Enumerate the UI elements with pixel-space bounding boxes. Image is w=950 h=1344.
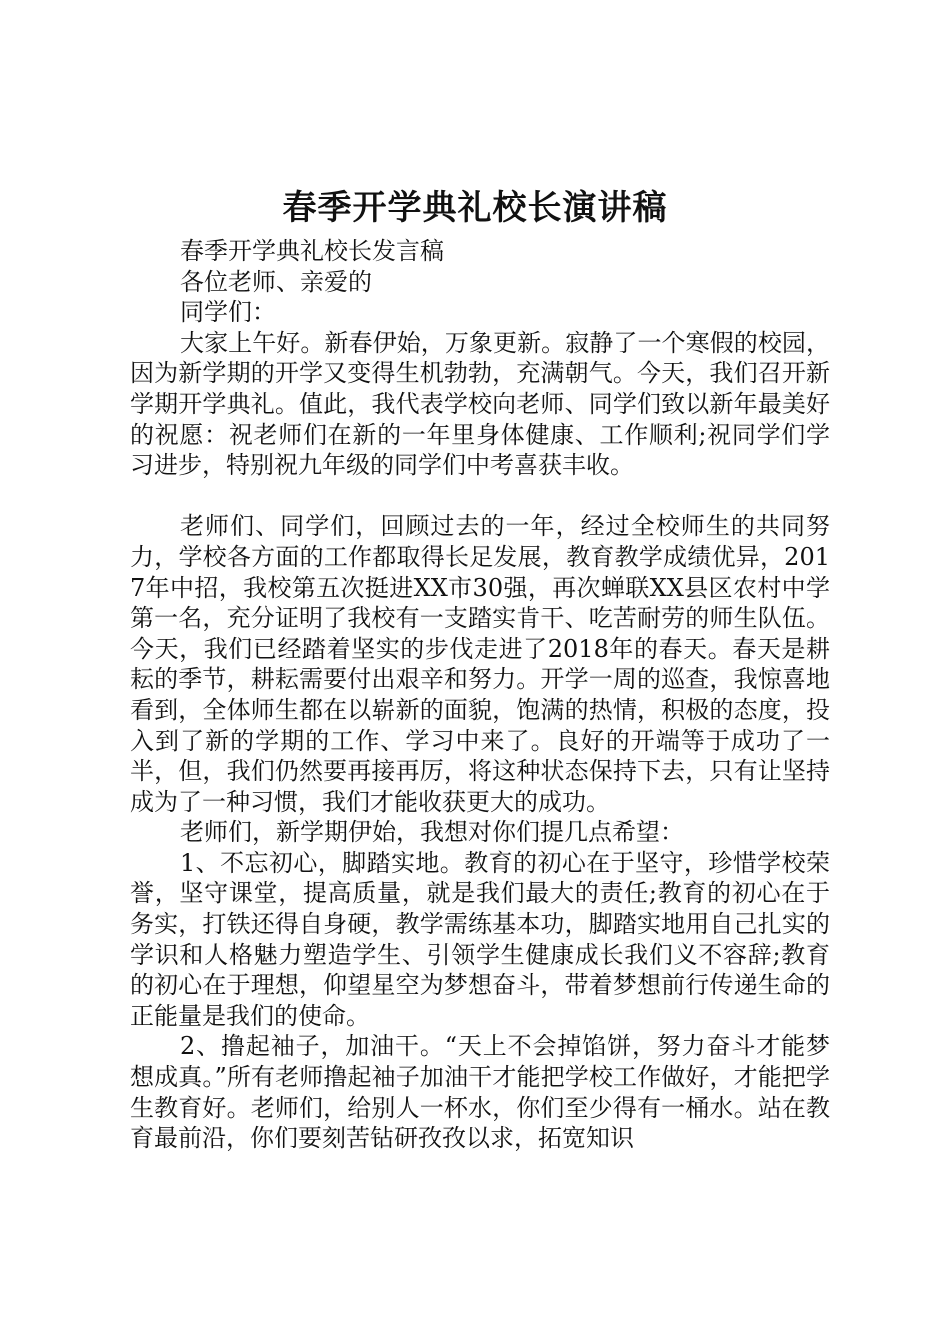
paragraph-salutation: 各位老师、亲爱的 xyxy=(180,267,372,296)
paragraph-greeting: 大家上午好。新春伊始，万象更新。寂静了一个寒假的校园，因为新学期的开学又变得生机勃勃，充满朝气。今天，我们召开新学期开学典礼。值此，我代表学校向老师、同学们致以新年最美好的祝愿：祝老师们在新的一年里身体健康、工作顺利;祝同学们学习进步，特别祝九年级的同学们中考喜获丰收。 xyxy=(130,328,830,480)
paragraph-subtitle: 春季开学典礼校长发言稿 xyxy=(180,237,444,265)
paragraph-hope-1: 1、不忘初心，脚踏实地。教育的初心在于坚守，珍惜学校荣誉，坚守课堂，提高质量，就是我们最大的责任;教育的初心在于务实，打铁还得自身硬，教学需练基本功，脚踏实地用自己扎实的学识和人格魅力塑造学生、引领学生健康成长我们义不容辞;教育的初心在于理想，仰望星空为梦想奋斗，带着梦想前行传递生命的正能量是我们的使命。 xyxy=(130,848,830,1030)
paragraph-review: 老师们、同学们，回顾过去的一年，经过全校师生的共同努力，学校各方面的工作都取得长足发展，教育教学成绩优异，2017年中招，我校第五次挺进XX市30强，再次蝉联XX县区农村中学第一名，充分证明了我校有一支踏实肯干、吃苦耐劳的师生队伍。今天，我们已经踏着坚实的步伐走进了2018年的春天。春天是耕耘的季节，耕耘需要付出艰辛和努力。开学一周的巡查，我惊喜地看到，全体师生都在以崭新的面貌，饱满的热情，积极的态度，投入到了新的学期的工作、学习中来了。良好的开端等于成功了一半，但，我们仍然要再接再厉，将这种状态保持下去，只有让坚持成为了一种习惯，我们才能收获更大的成功。 xyxy=(130,512,830,816)
paragraph-spacer xyxy=(130,481,830,512)
document-title: 春季开学典礼校长演讲稿 xyxy=(282,188,668,228)
paragraph-salutation-cont: 同学们： xyxy=(180,298,276,327)
paragraph-hopes-intro: 老师们，新学期伊始，我想对你们提几点希望： xyxy=(180,818,684,847)
paragraph-hope-2: 2、撸起袖子，加油干。“天上不会掉馅饼，努力奋斗才能梦想成真。”所有老师撸起袖子加油干才能把学校工作做好，才能把学生教育好。老师们，给别人一杯水，你们至少得有一桶水。站在教育最前沿，你们要刻苦钻研孜孜以求，拓宽知识 xyxy=(130,1032,830,1153)
document-body xyxy=(130,236,830,1154)
